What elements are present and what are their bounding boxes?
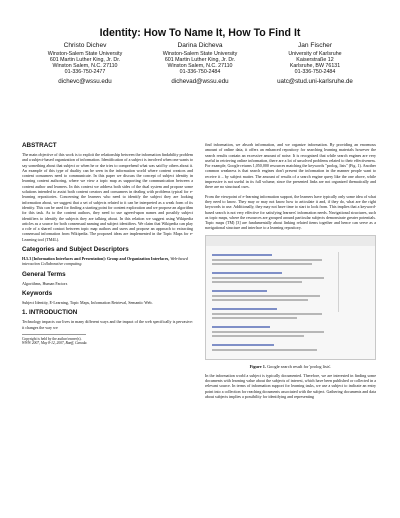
categories-descriptor: Web-based interaction Collaborative computing.: [22, 256, 188, 267]
author-city: Karlsruhe, BW 76131: [289, 63, 341, 70]
author-phone: 01-336-750-2477: [64, 69, 106, 76]
figure-result-line: [212, 259, 322, 261]
figure-result-title: [212, 290, 267, 292]
author-name: Darina Dicheva: [177, 42, 223, 49]
body-paragraph-1: find information, we absorb information, and we organize information. By providing an enormous amount of online data, it offers an enhanced repository for searching learning materials however the search results contain an excessive amount of noise. It is recognized that while search engines are very useful in retrieving online information, there are a lot of unsolved problems related to their effectiveness. For example, Google returns 1,050,000 resources matching the keywords "prolog, lists" (Fig. 1). Another common weakness is that search engines don't present the information in the manner people want to receive it – by subject matter. The amount of results of a search engine query like the one above, while impressive is not useful in its full volume, since the presented links are not organized thematically and there are no structural cues.: [205, 142, 376, 190]
author-name: Christo Dichev: [63, 42, 107, 49]
figure-result-line: [212, 295, 320, 297]
keywords-heading: Keywords: [22, 289, 53, 297]
keywords-text: Subject Identity, E-Learning, Topic Maps, Information Retrieval, Semantic Web.: [22, 299, 153, 305]
figure-result-line: [212, 299, 308, 301]
author-email[interactable]: uatc@stud.uni-karlsruhe.de: [277, 78, 353, 86]
author-name: Jan Fischer: [297, 42, 333, 49]
paper-title: Identity: How To Name It, How To Find It: [99, 27, 301, 39]
introduction-heading: 1. INTRODUCTION: [22, 309, 78, 317]
general-terms-heading: General Terms: [22, 270, 66, 278]
categories-code: H.5.3 [Information Interfaces and Presentation]: Group and Organization Interfaces,: [22, 256, 170, 262]
abstract-heading: ABSTRACT: [22, 142, 57, 149]
figure-result-title: [212, 344, 274, 346]
copyright-line: Copyright is held by the author/owner(s).: [22, 336, 82, 341]
author-email[interactable]: dichevad@wssu.edu: [171, 78, 229, 86]
categories-heading: Categories and Subject Descriptors: [22, 246, 129, 254]
author-block: [0, 42, 400, 86]
figure-result-line: [212, 281, 302, 283]
figure-result-line: [212, 277, 324, 279]
author-affiliation: Winston-Salem State University: [47, 51, 123, 57]
author-2: [135, 42, 265, 85]
right-column: [205, 142, 376, 403]
body-paragraph-3: In the information world a subject is typically documented. Therefore, we are interested in finding some documents with learning value about the subjects of interest, which have been published or collected in a relevant source. In terms of information support for learning tasks, we use a subject to indicate an entry point into a collection for reaching documents associated with the subject. Gathering documents and data about subjects implies a possibility for identifying and representing: [205, 372, 376, 399]
figure-result-line: [212, 331, 324, 333]
author-phone: 01-336-750-2484: [179, 69, 221, 76]
author-affiliation: Winston-Salem State University: [162, 51, 238, 57]
copyright-footnote: [22, 337, 193, 346]
abstract-text: The main objective of this work is to exploit the relationship between the information findability problem and a subject-based organization of information. Identification of a subject is involved when one wants to say something about that subject or when he or she tries to comprehend what was said by others about it. An example of this type of duality can be seen in the information world where content creators and content consumers need to communicate. In this paper we discuss the concept of subject identity in learning content authoring, where we view a topic map as supporting the communication between a content author and learners. In this context we address both sides of the dual system and propose some solutions intended to assist both content creators and consumers in dealing with problems typical for e-learning repositories. Concerning the learners who need to identify the subject they are looking information about, we suggest that a set of subjects related to it can be interpreted as a weak form of its identity. This can be used for finding a starting point for content exploration and we propose an algorithm for this task. As to the content authors, they need to use agreed-upon names and possibly subject identifiers to identify the subjects they are talking about. In this relation we suggest using Wikipedia articles as a source for both consensual naming and subject identifiers. We claim that Wikipedia can play a role of a shared contact between topic map authors and users and propose an approach to extracting consensual information from Wikipedia. The proposed ideas are implemented in the Topic Maps for e-Learning tool (TM4L).: [22, 152, 193, 242]
figure-search-bar: [206, 236, 375, 246]
figure-result-title: [212, 326, 270, 328]
figure-result-line: [212, 313, 322, 315]
figure-result-line: [212, 349, 317, 351]
categories-text: [22, 256, 193, 267]
author-phone: 01-336-750-2484: [294, 69, 336, 76]
introduction-text: Technology impacts our lives in many different ways and the impact of the web specifically is pervasive: it changes the way we: [22, 319, 193, 330]
footnote-divider: [22, 334, 86, 335]
figure-result-title: [212, 308, 277, 310]
figure-result-line: [212, 335, 304, 337]
figure-result-title: [212, 272, 282, 274]
figure-label: Figure 1.: [249, 363, 266, 369]
figure-google-screenshot: [205, 235, 376, 360]
figure-result-line: [212, 317, 297, 319]
author-address: 601 Martin Luther King, Jr. Dr.: [49, 57, 121, 64]
left-column: [22, 142, 193, 346]
general-terms-text: Algorithms, Human Factors: [22, 280, 68, 286]
author-1: [20, 42, 150, 85]
author-address: Kaiserstraße 12: [296, 57, 334, 64]
figure-result-line: [212, 263, 312, 265]
author-affiliation: University of Karlsruhe: [288, 51, 342, 57]
author-city: Winston Salem, N.C. 27110: [52, 63, 118, 70]
author-address: 601 Martin Luther King, Jr. Dr.: [164, 57, 236, 64]
figure-caption-text: Google search result for 'prolog lists'.: [267, 363, 332, 369]
author-3: [250, 42, 380, 85]
body-paragraph-2: From the viewpoint of e-learning information support, the learners have typically only some idea of what they need to know. They may or may not know how to articulate it and, if they do, what are the right keywords to use. Additionally, they may not have time to start to look from. This implies that a keyword-based search is not very effective for satisfying learners' information needs. Navigational structures, such as topic maps, where the resources are grouped around particular subjects demonstrate greater potentials. Topic maps (TM) [3] are fundamentally about linking related items together and hence can serve as a navigational structure and interface to a learning repository.: [205, 193, 376, 231]
figure-result-title: [212, 254, 272, 256]
figure-caption: [205, 364, 376, 369]
author-email[interactable]: dichevc@wssu.edu: [58, 78, 112, 86]
figure-sidebar: [338, 252, 369, 312]
venue-line: WWW 2007, May 8-12, 2007, Banff, Canada.: [22, 341, 88, 346]
author-city: Winston Salem, N.C. 27110: [167, 63, 233, 70]
